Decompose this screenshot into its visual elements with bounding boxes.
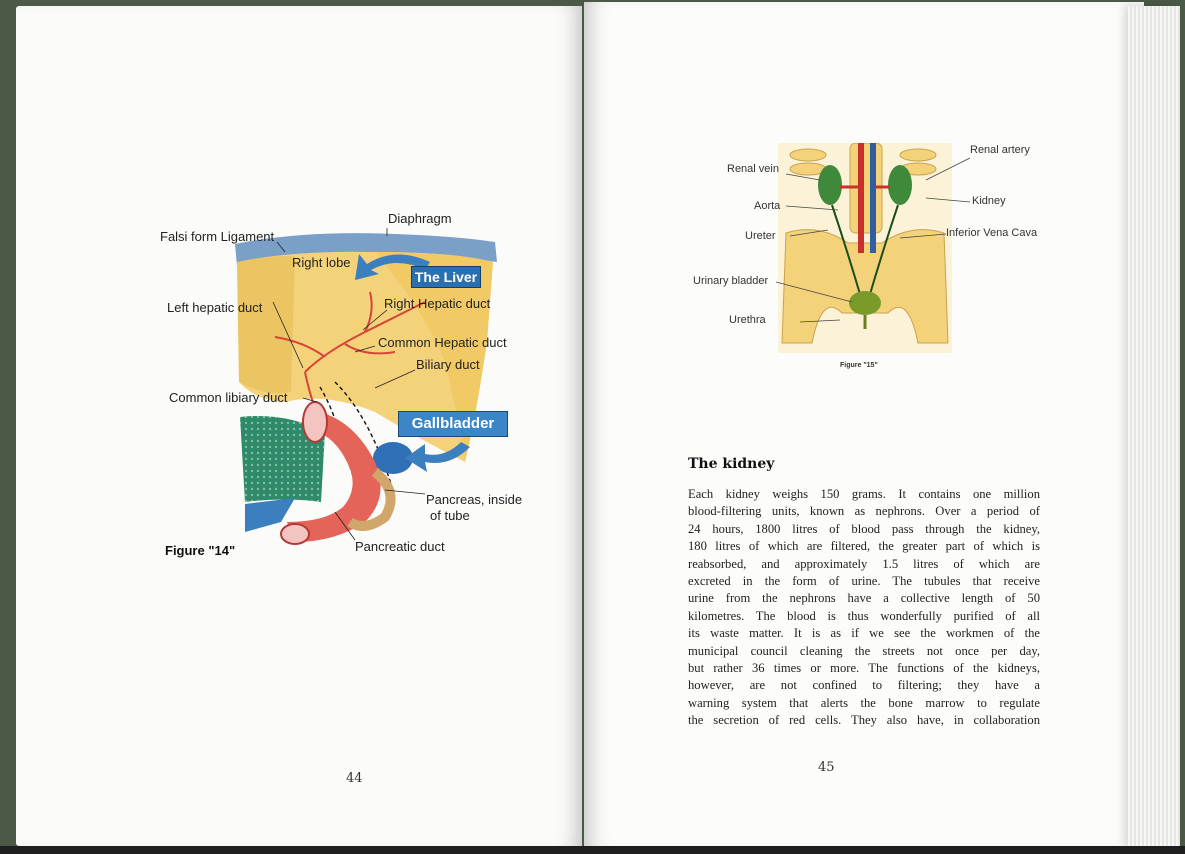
section-title: The kidney bbox=[688, 456, 775, 472]
body-line: blood-filtering units, known as nephrons. Over a period of bbox=[688, 504, 1040, 519]
body-line: excreted in the form of urine. The tubules that receive bbox=[688, 574, 1040, 589]
page-number-right: 45 bbox=[818, 760, 835, 775]
label-ureter: Ureter bbox=[745, 230, 776, 242]
kidney-leader-lines bbox=[760, 140, 990, 340]
gallbladder-banner: Gallbladder bbox=[398, 411, 508, 437]
body-line: Each kidney weighs 150 grams. It contains one million bbox=[688, 487, 1040, 501]
figure-14-caption: Figure "14" bbox=[165, 543, 236, 558]
figure-15-caption: Figure "15" bbox=[840, 362, 878, 369]
label-urinary-bladder: Urinary bladder bbox=[693, 275, 769, 287]
label-renal-vein: Renal vein bbox=[727, 163, 779, 175]
label-inferior-vena-cava: Inferior Vena Cava bbox=[946, 227, 1038, 239]
label-pancreas: Pancreas, inside bbox=[426, 492, 523, 507]
page-edges bbox=[1128, 6, 1180, 846]
label-right-lobe: Right lobe bbox=[292, 255, 351, 270]
label-renal-artery: Renal artery bbox=[970, 144, 1030, 156]
body-line: but rather 36 times or more. The functions of the kidneys, bbox=[688, 661, 1040, 676]
bottom-edge bbox=[0, 846, 1185, 854]
body-line: municipal council cleaning the streets not once per day, bbox=[688, 643, 1040, 658]
label-kidney: Kidney bbox=[972, 195, 1006, 207]
label-left-hepatic-duct: Left hepatic duct bbox=[167, 300, 263, 315]
label-aorta: Aorta bbox=[754, 200, 781, 212]
label-common-hepatic-duct: Common Hepatic duct bbox=[378, 335, 507, 350]
label-pancreatic-duct: Pancreatic duct bbox=[355, 539, 445, 554]
body-text bbox=[688, 486, 1040, 730]
body-line: warning system that alerts the bone marrow to regulate bbox=[688, 695, 1040, 710]
label-common-libiary-duct: Common libiary duct bbox=[169, 390, 288, 405]
label-falsiform-ligament: Falsi form Ligament bbox=[160, 229, 275, 244]
body-line: reabsorbed, and approximately 1.5 litres of which are bbox=[688, 556, 1040, 571]
label-right-hepatic-duct: Right Hepatic duct bbox=[384, 296, 491, 311]
body-line: urine from the nephrons have a collective length of 50 bbox=[688, 591, 1040, 606]
label-diaphragm: Diaphragm bbox=[388, 211, 452, 226]
body-line: kilometres. The blood is thus wonderfully purified of all bbox=[688, 608, 1040, 623]
label-biliary-duct: Biliary duct bbox=[416, 357, 480, 372]
body-line: however, are not confined to filtering; they have a bbox=[688, 678, 1040, 693]
liver-banner: The Liver bbox=[411, 266, 481, 288]
body-line: the secretion of red cells. They also have, in collaboration bbox=[688, 713, 1040, 728]
label-of-tube: of tube bbox=[430, 508, 470, 523]
body-line: 24 hours, 1800 litres of blood pass through the kidney, bbox=[688, 521, 1040, 536]
body-line: its waste matter. It is as if we see the workmen of the bbox=[688, 626, 1040, 641]
body-line: 180 litres of which are filtered, the greater part of which is bbox=[688, 539, 1040, 554]
page-number-left: 44 bbox=[346, 771, 363, 786]
label-urethra: Urethra bbox=[729, 314, 766, 326]
